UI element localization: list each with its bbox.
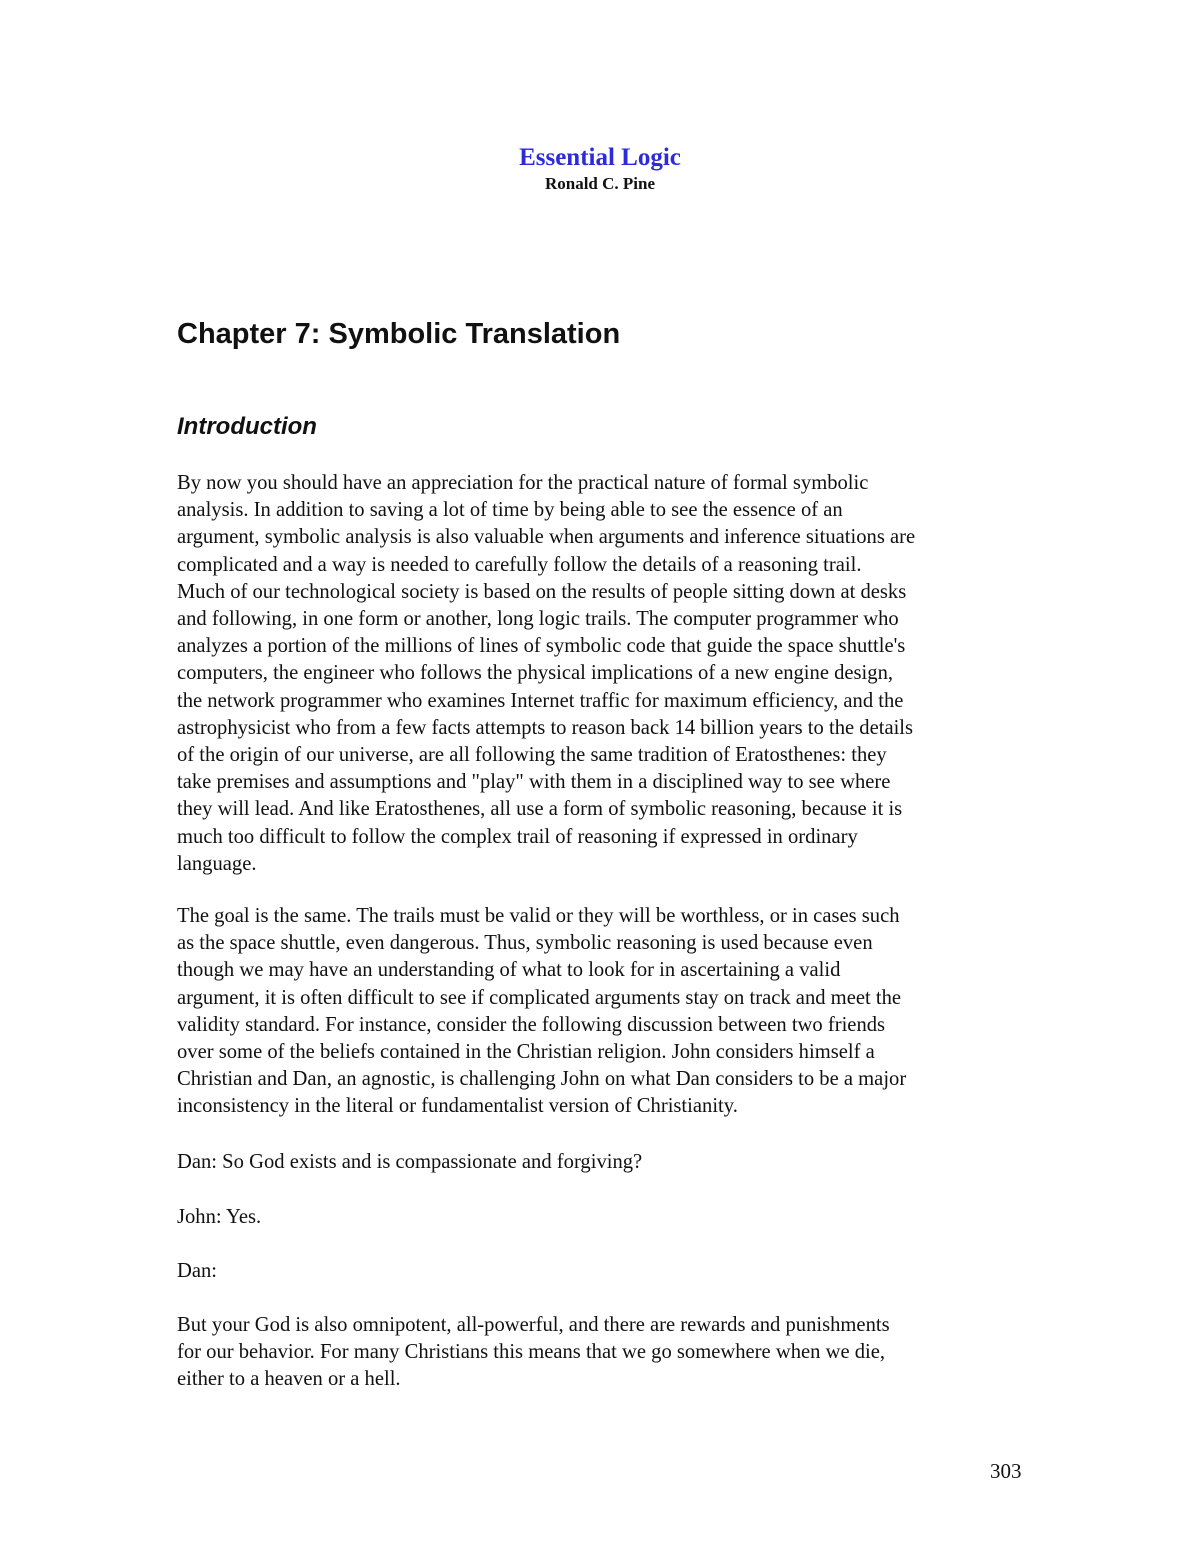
paragraph-line: analyzes a portion of the millions of lines of symbolic code that guide the space shuttle's bbox=[177, 635, 906, 658]
paragraph-line: either to a heaven or a hell. bbox=[177, 1368, 401, 1391]
paragraph-line: analysis. In addition to saving a lot of time by being able to see the essence of an bbox=[177, 499, 843, 522]
paragraph-line: language. bbox=[177, 852, 257, 875]
paragraph-line: complicated and a way is needed to carefully follow the details of a reasoning trail. bbox=[177, 553, 862, 576]
paragraph-line: though we may have an understanding of what to look for in ascertaining a valid bbox=[177, 959, 841, 982]
paragraph-line: of the origin of our universe, are all following the same tradition of Eratosthenes: they bbox=[177, 744, 887, 767]
paragraph-line: take premises and assumptions and "play" with them in a disciplined way to see where bbox=[177, 771, 891, 794]
paragraph-line: Much of our technological society is based on the results of people sitting down at desks bbox=[177, 580, 907, 603]
paragraph-line: validity standard. For instance, consider the following discussion between two friends bbox=[177, 1013, 886, 1036]
paragraph-line: and following, in one form or another, long logic trails. The computer programmer who bbox=[177, 608, 899, 631]
paragraph-line: astrophysicist who from a few facts attempts to reason back 14 billion years to the details bbox=[177, 716, 914, 739]
paragraph-line: they will lead. And like Eratosthenes, all use a form of symbolic reasoning, because it is bbox=[177, 798, 903, 821]
dialogue-john-1 bbox=[177, 1204, 1037, 1231]
paragraph-line: By now you should have an appreciation for the practical nature of formal symbolic bbox=[177, 472, 869, 494]
paragraph-line: as the space shuttle, even dangerous. Thus, symbolic reasoning is used because even bbox=[177, 932, 873, 955]
paragraph-line: inconsistency in the literal or fundamentalist version of Christianity. bbox=[177, 1095, 738, 1118]
paragraph-line: Dan: bbox=[177, 1260, 218, 1282]
paragraph-line: Dan: So God exists and is compassionate and forgiving? bbox=[177, 1151, 643, 1173]
section-title: Introduction bbox=[177, 413, 317, 440]
paragraph-line: computers, the engineer who follows the physical implications of a new engine design, bbox=[177, 662, 894, 685]
paragraph-line: argument, symbolic analysis is also valuable when arguments and inference situations are bbox=[177, 526, 916, 549]
dialogue-dan-2 bbox=[177, 1312, 1037, 1394]
paragraph-line: argument, it is often difficult to see if complicated arguments stay on track and meet the bbox=[177, 986, 902, 1009]
paragraph-line: the network programmer who examines Internet traffic for maximum efficiency, and the bbox=[177, 689, 904, 712]
paragraph-line: much too difficult to follow the complex trail of reasoning if expressed in ordinary bbox=[177, 825, 858, 848]
dialogue-dan-1 bbox=[177, 1149, 1037, 1176]
paragraph-line: But your God is also omnipotent, all-powerful, and there are rewards and punishments bbox=[177, 1314, 890, 1336]
paragraph-line: John: Yes. bbox=[177, 1206, 262, 1228]
chapter-title: Chapter 7: Symbolic Translation bbox=[177, 318, 621, 350]
author-name: Ronald C. Pine bbox=[544, 174, 656, 193]
page-number: 303 bbox=[990, 1459, 1022, 1483]
paragraph-line: Christian and Dan, an agnostic, is challenging John on what Dan considers to be a major bbox=[177, 1068, 907, 1091]
paragraph-line: for our behavior. For many Christians this means that we go somewhere when we die, bbox=[177, 1341, 886, 1364]
paragraph-goal bbox=[177, 903, 1037, 1121]
paragraph-intro bbox=[177, 470, 1037, 878]
paragraph-line: The goal is the same. The trails must be valid or they will be worthless, or in cases such bbox=[177, 905, 900, 927]
paragraph-line: over some of the beliefs contained in the Christian religion. John considers himself a bbox=[177, 1041, 875, 1064]
dialogue-dan-2-label bbox=[177, 1258, 1037, 1285]
book-title: Essential Logic bbox=[519, 144, 681, 171]
